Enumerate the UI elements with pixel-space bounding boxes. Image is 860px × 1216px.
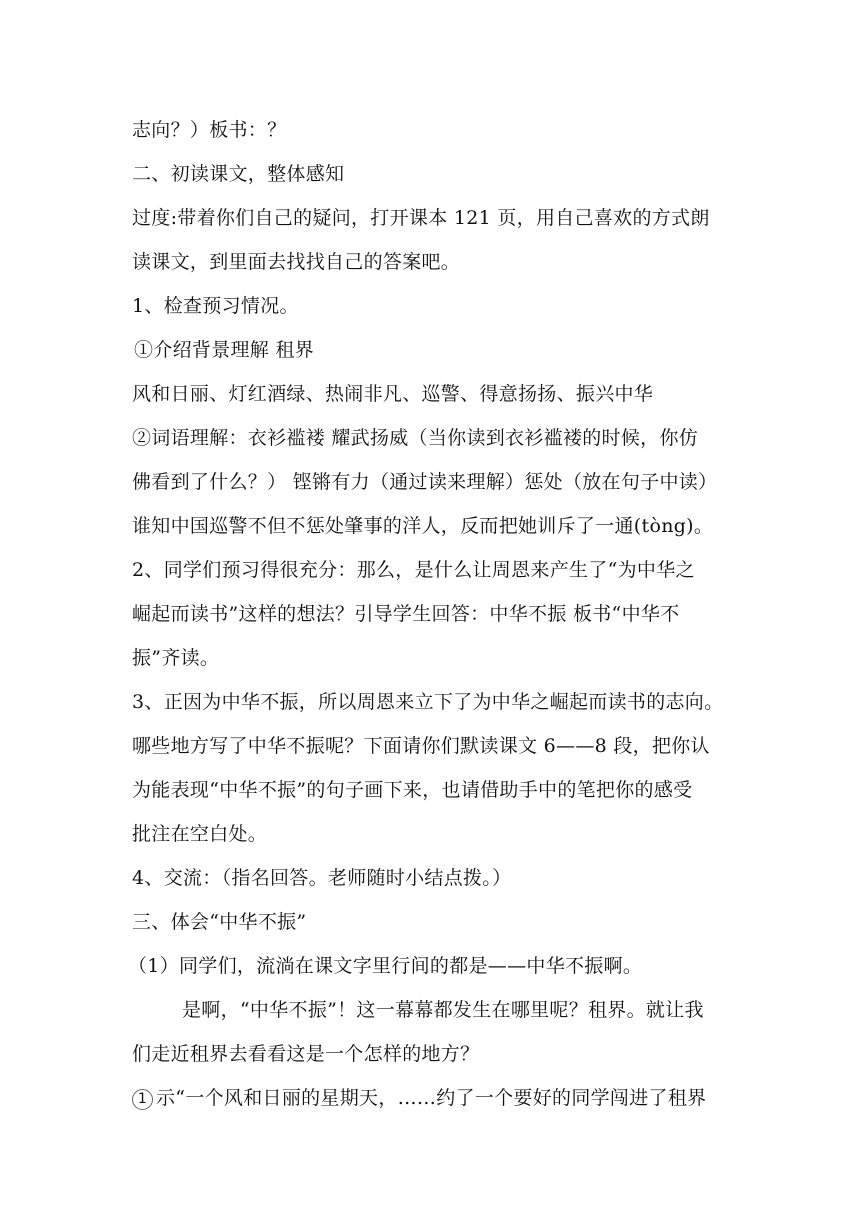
text-line-13: 振”齐读。 bbox=[132, 647, 220, 669]
text-line-5: 1、检查预习情况。 bbox=[132, 295, 299, 317]
text-line-9: 佛看到了什么？） 铿锵有力（通过读来理解）惩处（放在句子中读） bbox=[132, 471, 718, 493]
text-line-1: 志向？）板书：？ bbox=[132, 119, 287, 141]
text-line-23 bbox=[132, 1087, 732, 1110]
section-heading-2: 二、初读课文，整体感知 bbox=[132, 163, 345, 185]
text-line-10: 谁知中国巡警不但不惩处肇事的洋人，反而把她训斥了一通(tòng)。 bbox=[132, 515, 714, 537]
text-line-7: 风和日丽、灯红酒绿、热闹非凡、巡警、得意扬扬、振兴中华 bbox=[132, 383, 654, 405]
text-line-12: 崛起而读书”这样的想法？引导学生回答：中华不振 板书“中华不 bbox=[132, 603, 680, 625]
text-line-21: 是啊，“中华不振”！这一幕幕都发生在哪里呢？租界。就让我 bbox=[182, 999, 704, 1021]
text-line-8: ②词语理解：衣衫褴褛 耀武扬威（当你读到衣衫褴褛的时候，你仿 bbox=[132, 427, 699, 449]
text-line-6: ①介绍背景理解 租界 bbox=[134, 339, 315, 361]
text-line-23-content: 示“一个风和日丽的星期天，……约了一个要好的同学闯进了租界 bbox=[156, 1087, 707, 1109]
text-line-14: 3、正因为中华不振，所以周恩来立下了为中华之崛起而读书的志向。 bbox=[132, 691, 724, 713]
text-line-3: 过度:带着你们自己的疑问，打开课本 121 页，用自己喜欢的方式朗 bbox=[132, 207, 710, 229]
text-line-20: （1）同学们，流淌在课文字里行间的都是——中华不振啊。 bbox=[128, 955, 643, 977]
text-line-15: 哪些地方写了中华不振呢？下面请你们默读课文 6——8 段，把你认 bbox=[132, 735, 710, 757]
text-line-17: 批注在空白处。 bbox=[132, 823, 268, 845]
text-line-4: 读课文，到里面去找找自己的答案吧。 bbox=[132, 251, 461, 273]
circled-number-marker: 1 bbox=[132, 1089, 153, 1110]
section-heading-3: 三、体会“中华不振” bbox=[132, 911, 307, 933]
text-line-11: 2、同学们预习得很充分：那么，是什么让周恩来产生了“为中华之 bbox=[132, 559, 695, 581]
text-line-16: 为能表现“中华不振”的句子画下来，也请借助手中的笔把你的感受 bbox=[132, 779, 693, 801]
text-line-18: 4、交流：（指名回答。老师随时小结点拨。） bbox=[132, 867, 512, 889]
text-line-22: 们走近租界去看看这是一个怎样的地方？ bbox=[132, 1043, 480, 1065]
